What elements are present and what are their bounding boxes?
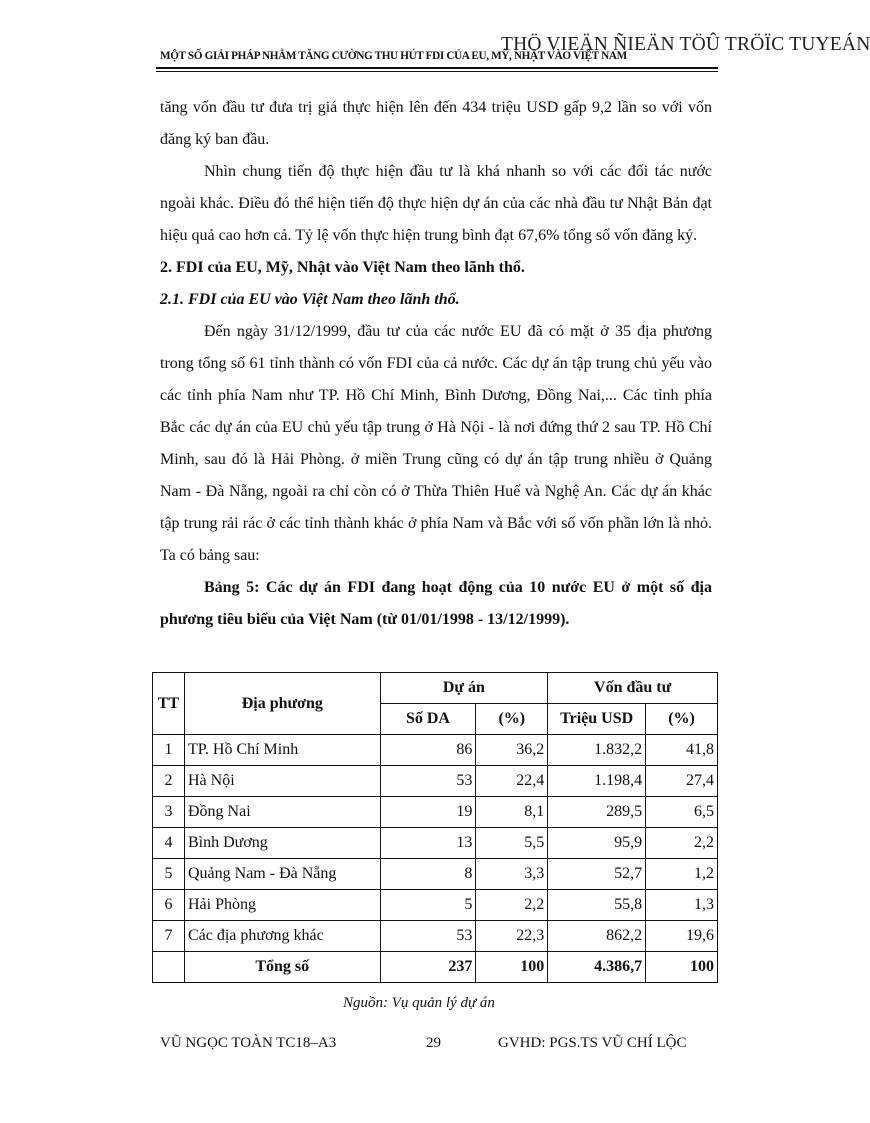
table-cell-tt: 3 (153, 797, 185, 828)
header-capital: Vốn đầu tư (548, 673, 718, 704)
header-rule (156, 67, 718, 69)
table-cell-count: 53 (380, 766, 476, 797)
total-label: Tổng số (184, 952, 380, 983)
table-row (153, 766, 718, 797)
fdi-locality-table (152, 672, 718, 983)
table-row (153, 735, 718, 766)
table-cell-tt: 7 (153, 921, 185, 952)
header-tt: TT (153, 673, 185, 735)
table-cell-tt: 6 (153, 890, 185, 921)
table-cell-count: 5 (380, 890, 476, 921)
table-cell-pct: 5,5 (476, 828, 548, 859)
table-total-row (153, 952, 718, 983)
total-capital-pct: 100 (646, 952, 718, 983)
table-cell-capital: 289,5 (548, 797, 646, 828)
table-cell-cpct: 6,5 (646, 797, 718, 828)
total-pct: 100 (476, 952, 548, 983)
table-cell-pct: 22,3 (476, 921, 548, 952)
table-cell-tt: 2 (153, 766, 185, 797)
table-cell-capital: 1.198,4 (548, 766, 646, 797)
total-capital: 4.386,7 (548, 952, 646, 983)
table-cell-count: 53 (380, 921, 476, 952)
table-row (153, 797, 718, 828)
header-capital-pct: (%) (646, 704, 718, 735)
table-cell-cpct: 41,8 (646, 735, 718, 766)
table-cell-tt: 1 (153, 735, 185, 766)
running-header: MỘT SỐ GIẢI PHÁP NHẰM TĂNG CƯỜNG THU HÚT FDI CỦA EU, MỸ, NHẬT VÀO VIỆT NAM (160, 50, 627, 62)
table-cell-locality: Các địa phương khác (184, 921, 380, 952)
table-cell-pct: 3,3 (476, 859, 548, 890)
table-cell-cpct: 1,3 (646, 890, 718, 921)
subsection-heading: 2.1. FDI của EU vào Việt Nam theo lãnh thổ. (160, 291, 460, 308)
table-cell-count: 86 (380, 735, 476, 766)
paragraph-1: tăng vốn đầu tư đưa trị giá thực hiện lên đến 434 triệu USD gấp 9,2 lần so với vốn đăng ký ban đầu. (160, 99, 712, 148)
table-cell-pct: 36,2 (476, 735, 548, 766)
document-body (160, 92, 712, 636)
table-cell-tt: 4 (153, 828, 185, 859)
table-cell-capital: 52,7 (548, 859, 646, 890)
table-cell-count: 19 (380, 797, 476, 828)
table-cell-pct: 22,4 (476, 766, 548, 797)
table-cell-locality: Đồng Nai (184, 797, 380, 828)
table-cell-tt: 5 (153, 859, 185, 890)
table-cell-locality: TP. Hồ Chí Minh (184, 735, 380, 766)
table-cell-capital: 55,8 (548, 890, 646, 921)
table-cell-cpct: 1,2 (646, 859, 718, 890)
header-locality: Địa phương (184, 673, 380, 735)
header-project-pct: (%) (476, 704, 548, 735)
total-tt (153, 952, 185, 983)
table-cell-locality: Hà Nội (184, 766, 380, 797)
header-rule-thin (156, 71, 718, 72)
table-cell-capital: 1.832,2 (548, 735, 646, 766)
table-cell-cpct: 2,2 (646, 828, 718, 859)
table-cell-pct: 2,2 (476, 890, 548, 921)
header-project-count: Số DA (380, 704, 476, 735)
table-cell-pct: 8,1 (476, 797, 548, 828)
table-cell-capital: 862,2 (548, 921, 646, 952)
page-number: 29 (426, 1035, 441, 1051)
table-cell-count: 13 (380, 828, 476, 859)
table-cell-capital: 95,9 (548, 828, 646, 859)
table-header-row (153, 673, 718, 704)
table-cell-locality: Quảng Nam - Đà Nẵng (184, 859, 380, 890)
table-row (153, 921, 718, 952)
watermark-text: THÖ VIEÄN ÑIEÄN TÖÛ TRÖÏC TUYEÁN (501, 34, 870, 55)
table-cell-cpct: 19,6 (646, 921, 718, 952)
footer-author: VŨ NGỌC TOÀN TC18–A3 (160, 1035, 337, 1051)
table-cell-count: 8 (380, 859, 476, 890)
table-cell-cpct: 27,4 (646, 766, 718, 797)
total-count: 237 (380, 952, 476, 983)
header-capital-musd: Triệu USD (548, 704, 646, 735)
table-caption: Bảng 5: Các dự án FDI đang hoạt động của 10 nước EU ở một số địa phương tiêu biểu của Việt Nam (từ 01/01/1998 - 13/12/1999). (160, 579, 712, 628)
table-cell-locality: Bình Dương (184, 828, 380, 859)
footer-advisor: GVHD: PGS.TS VŨ CHÍ LỘC (498, 1035, 687, 1051)
table-row (153, 859, 718, 890)
table-row (153, 828, 718, 859)
table-source: Nguồn: Vụ quản lý dự án (343, 995, 495, 1011)
paragraph-3: Đến ngày 31/12/1999, đầu tư của các nước EU đã có mặt ở 35 địa phương trong tổng số 61 tỉnh thành có vốn FDI của cả nước. Các dự án tập trung chủ yếu vào các tỉnh phía Nam như TP. Hồ Chí Minh, Bình Dương, Đồng Nai,... Các tỉnh phía Bắc các dự án của EU chủ yếu tập trung ở Hà Nội - là nơi đứng thứ 2 sau TP. Hồ Chí Minh, sau đó là Hải Phòng. ở miền Trung cũng có dự án tập trung nhiều ở Quảng Nam - Đà Nẵng, ngoài ra chỉ còn có ở Thừa Thiên Huế và Nghệ An. Các dự án khác tập trung rải rác ở các tỉnh thành khác ở phía Nam và Bắc với số vốn phần lớn là nhỏ. Ta có bảng sau: (160, 323, 712, 564)
table-row (153, 890, 718, 921)
header-projects: Dự án (380, 673, 548, 704)
paragraph-2: Nhìn chung tiến độ thực hiện đầu tư là khá nhanh so với các đối tác nước ngoài khác. Điều đó thể hiện tiến độ thực hiện dự án của các nhà đầu tư Nhật Bản đạt hiệu quả cao hơn cả. Tỷ lệ vốn thực hiện trung bình đạt 67,6% tổng số vốn đăng ký. (160, 163, 712, 244)
section-heading: 2. FDI của EU, Mỹ, Nhật vào Việt Nam theo lãnh thổ. (160, 259, 525, 276)
table-cell-locality: Hải Phòng (184, 890, 380, 921)
